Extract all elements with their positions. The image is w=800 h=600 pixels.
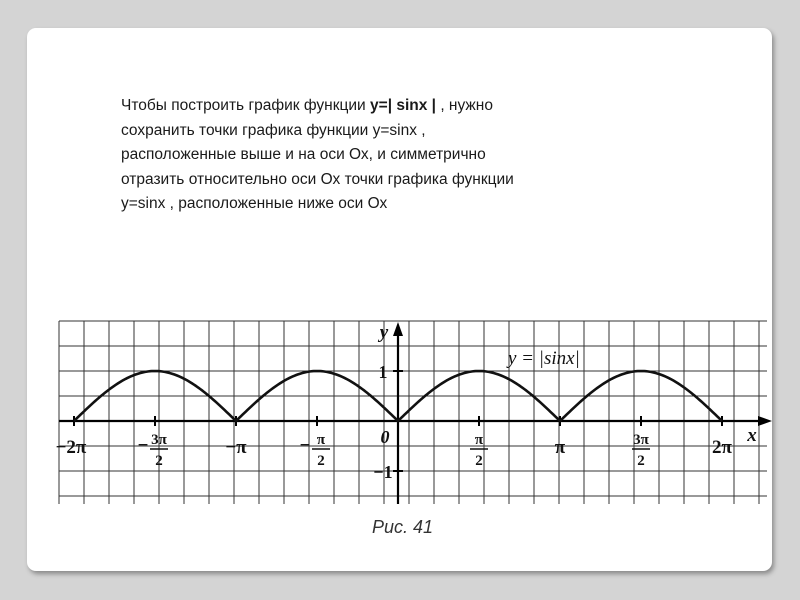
text-line-4: отразить относительно оси Ох точки графика функции xyxy=(121,170,514,188)
x-tick-label-sign: − xyxy=(137,435,149,456)
y-axis-arrow xyxy=(393,322,403,336)
x-tick-label: −2π xyxy=(55,437,87,458)
y-tick-label: −1 xyxy=(373,462,393,482)
x-tick-label-sign: − xyxy=(299,435,311,456)
x-axis-arrow xyxy=(758,416,772,426)
text-line-5: y=sinx , расположенные ниже оси Ох xyxy=(121,195,388,212)
x-tick-label-denominator: 2 xyxy=(317,453,325,469)
x-tick-label: π xyxy=(554,437,566,458)
y-axis-label: y xyxy=(379,322,389,343)
grid xyxy=(59,321,767,504)
text-line-1: Чтобы построить график функции y=| sinx | , нужно xyxy=(121,97,493,114)
x-tick-label-numerator: 3π xyxy=(633,432,649,448)
x-tick-label: −π xyxy=(225,437,247,458)
x-tick-label-numerator: π xyxy=(316,432,326,448)
x-tick-label-numerator: 3π xyxy=(151,432,167,448)
x-tick-label-denominator: 2 xyxy=(637,453,645,469)
y-tick-label: 1 xyxy=(378,362,388,382)
axes xyxy=(59,322,772,504)
x-tick-label: 2π xyxy=(712,437,732,458)
origin-label: 0 xyxy=(380,427,390,447)
x-tick-label-denominator: 2 xyxy=(475,453,483,469)
x-tick-label-denominator: 2 xyxy=(155,453,163,469)
figure-caption: Рис. 41 xyxy=(372,517,434,537)
x-tick-label-numerator: π xyxy=(474,432,484,448)
text-line-2: сохранить точки графика функции y=sinx , xyxy=(121,121,426,139)
function-label: y = |sinx| xyxy=(508,348,580,369)
x-axis-label: x xyxy=(747,425,757,446)
text-line-3: расположенные выше и на оси Ох, и симметрично xyxy=(121,146,486,163)
